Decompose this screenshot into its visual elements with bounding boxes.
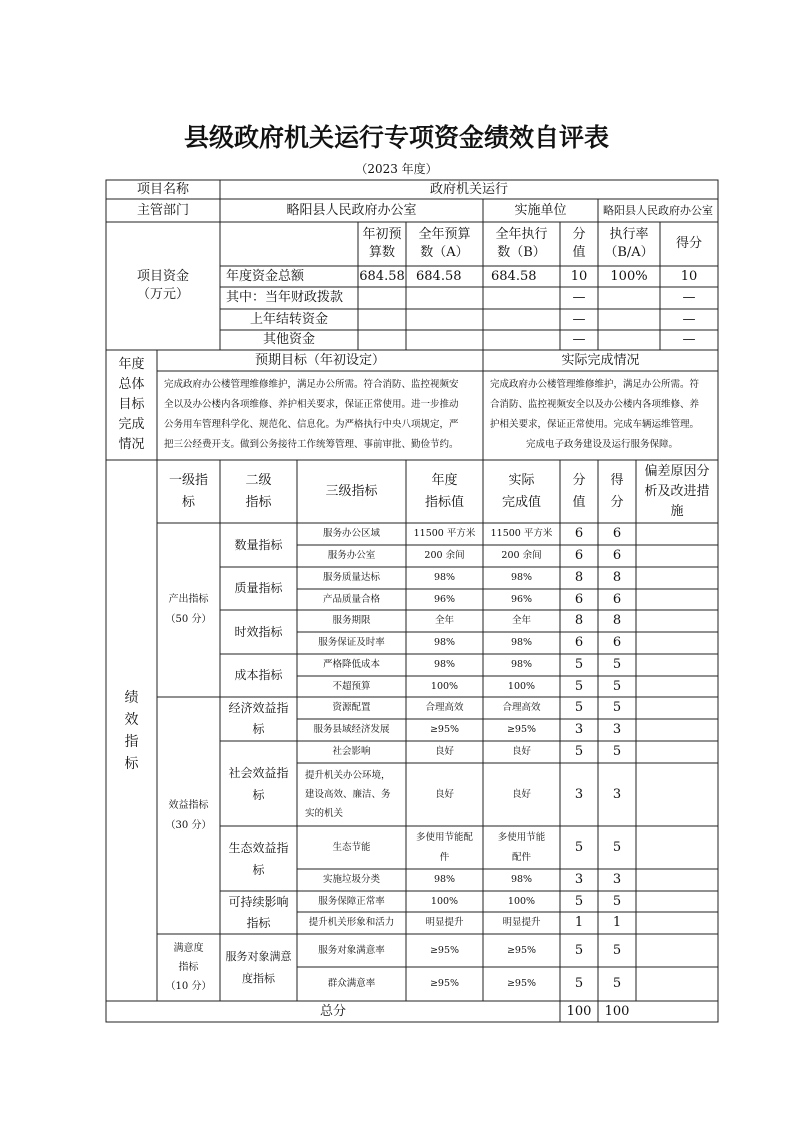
col-annual-header (406, 222, 483, 266)
actual-value: ≥95% (506, 978, 537, 989)
score-value: 8 (574, 570, 584, 585)
header-line: 指标值 (424, 494, 464, 510)
actual-value: 良好 (511, 788, 531, 800)
header-level3: 三级指标 (325, 483, 378, 499)
level2-quantity: 数量指标 (234, 537, 283, 552)
actual-value: 98% (510, 874, 533, 885)
got-value: 5 (612, 976, 622, 991)
level1-name: 指标 (178, 962, 199, 973)
target-value: 98% (433, 874, 456, 885)
level1-name: 产出指标 (168, 594, 209, 605)
header-line: 值 (572, 245, 586, 260)
level3-name: 群众满意率 (327, 978, 376, 989)
level3-name: 服务质量达标 (322, 572, 380, 583)
total-got: 100 (604, 1003, 630, 1019)
cell-line: 建设高效、廉洁、务 (305, 789, 391, 800)
target-value: ≥95% (429, 724, 460, 735)
level2-line: 社会效益指 (228, 765, 289, 780)
target-value: 良好 (434, 746, 454, 757)
actual-value: 98% (510, 659, 533, 670)
got-value: 5 (612, 893, 622, 909)
level3-name: 服务办公区域 (322, 528, 380, 539)
score-value: 5 (574, 839, 584, 855)
target-value: 98% (433, 572, 456, 583)
perf-label-char: 绩 (124, 689, 139, 706)
fund-row-label: 年度资金总额 (226, 268, 305, 284)
level1-name: 效益指标 (168, 799, 209, 811)
header-actual (483, 460, 560, 523)
target-value: 200 余间 (424, 550, 465, 561)
level1-benefit (157, 697, 220, 934)
cell-line: 实的机关 (305, 808, 344, 819)
goals-label-line: 完成 (118, 417, 145, 432)
level2-cost: 成本指标 (234, 668, 283, 682)
unit-value: 略阳县人民政府办公室 (603, 203, 713, 217)
level2-sustainability (220, 891, 297, 934)
got-value: 6 (612, 591, 622, 607)
perf-label-char: 效 (124, 711, 139, 728)
header-line: 全年预算 (418, 227, 471, 242)
target-value: 100% (430, 895, 459, 907)
got-value: 6 (612, 635, 622, 650)
col-got-header: 得分 (675, 236, 702, 251)
fund-score-value: — (572, 311, 586, 327)
fund-score-value: — (572, 332, 586, 347)
score-value: 5 (574, 976, 584, 991)
score-value: 5 (574, 700, 584, 715)
dept-label: 主管部门 (136, 202, 189, 218)
cell-line: 配件 (511, 851, 531, 863)
fund-budget-value: 684.58 (359, 268, 405, 284)
level2-line: 度指标 (242, 971, 275, 985)
project-name-label: 项目名称 (136, 181, 189, 197)
score-value: 5 (574, 678, 584, 694)
got-value: 5 (612, 700, 622, 715)
score-value: 6 (574, 548, 584, 563)
page-title: 县级政府机关运行专项资金绩效自评表 (183, 123, 609, 152)
fund-row-label: 上年结转资金 (249, 311, 328, 327)
level2-quality: 质量指标 (234, 581, 283, 595)
fund-exec-value: 684.58 (491, 268, 537, 284)
level3-name: 严格降低成本 (322, 659, 380, 670)
actual-value: 合理高效 (502, 702, 541, 713)
level2-line: 标 (252, 787, 265, 802)
actual-value: 良好 (511, 746, 531, 757)
fund-score-value: 10 (570, 268, 588, 284)
level2-timeliness: 时效指标 (234, 624, 283, 639)
actual-goal-text (490, 375, 714, 455)
header-got (598, 460, 636, 523)
header-line: 算数 (368, 245, 395, 260)
target-value: 96% (433, 593, 456, 605)
score-value: 3 (574, 872, 584, 887)
fund-got-value: — (682, 290, 696, 305)
fund-rate-value: 100% (610, 268, 648, 284)
header-line: 分 (610, 494, 624, 510)
header-line: （B/A） (604, 245, 654, 260)
expected-goal-text (164, 375, 480, 455)
got-value: 5 (612, 678, 622, 694)
actual-value: ≥95% (506, 724, 537, 735)
level2-ecological (220, 826, 297, 891)
score-value: 6 (574, 591, 584, 607)
got-value: 5 (612, 839, 622, 855)
header-line: 标 (181, 494, 195, 510)
header-level1 (157, 460, 220, 523)
target-value: 明显提升 (425, 917, 464, 928)
level2-line: 生态效益指 (228, 840, 289, 855)
target-value (406, 826, 483, 869)
text-line: 完成电子政务建设及运行服务保障。 (525, 439, 678, 450)
level3-name: 服务办公室 (327, 550, 376, 561)
actual-value: 98% (510, 637, 533, 648)
level2-line: 标 (252, 722, 265, 736)
header-line: 分 (572, 472, 586, 488)
col-exec-header (483, 222, 560, 266)
goals-label (106, 350, 157, 460)
level3-name: 提升机关形象和活力 (308, 917, 395, 928)
target-value: ≥95% (429, 944, 460, 956)
cell-line: 件 (439, 851, 450, 863)
header-target (406, 460, 483, 523)
level2-service-satisfaction (220, 934, 297, 1001)
actual-value: 96% (510, 593, 533, 605)
level3-name: 服务县域经济发展 (313, 724, 390, 735)
year-label: （2023 年度） (355, 162, 438, 176)
header-line: 数（A） (420, 245, 469, 260)
fund-score-value: — (572, 290, 586, 305)
text-line: 完成政府办公楼管理维修维护，满足办公所需。符合消防、监控视频安 (164, 379, 459, 390)
level1-weight: （30 分） (165, 819, 212, 831)
actual-value: 100% (507, 895, 536, 907)
got-value: 6 (612, 526, 622, 541)
col-score-header (560, 222, 598, 266)
level3-name (297, 763, 406, 826)
level3-name: 不超预算 (332, 680, 371, 692)
actual-value: 100% (507, 680, 536, 692)
cell-line: 多使用节能配 (415, 831, 473, 843)
got-value: 6 (612, 548, 622, 563)
got-value: 8 (612, 570, 622, 585)
score-value: 5 (574, 893, 584, 909)
fund-label (106, 222, 220, 350)
score-value: 6 (574, 635, 584, 650)
actual-value: ≥95% (506, 944, 537, 956)
text-line: 把三公经费开支。做到公务接待工作统筹管理、事前审批、勤俭节约。 (164, 439, 459, 450)
level3-name: 生态节能 (332, 841, 371, 853)
header-line: 分 (572, 227, 586, 242)
level2-line: 指标 (246, 915, 271, 930)
expected-goal-header: 预期目标（年初设定） (254, 352, 385, 368)
got-value: 1 (612, 915, 622, 930)
fund-annual-value: 684.58 (416, 268, 462, 284)
header-line: 指标 (245, 494, 272, 510)
fund-got-value: — (682, 332, 696, 347)
header-line: 数（B） (497, 245, 546, 260)
header-line: 得 (610, 472, 624, 488)
score-value: 5 (574, 942, 584, 958)
level2-line: 服务对象满意 (225, 949, 292, 963)
target-value: 98% (433, 637, 456, 648)
header-line: 完成值 (501, 494, 541, 510)
got-value: 3 (612, 722, 622, 737)
actual-goal-header: 实际完成情况 (561, 352, 640, 368)
level3-name: 实施垃圾分类 (322, 874, 380, 885)
level2-social (220, 741, 297, 826)
header-line: 值 (572, 494, 586, 510)
actual-value: 明显提升 (502, 917, 541, 928)
cell-line: 提升机关办公环境， (305, 770, 391, 781)
actual-value: 全年 (511, 615, 531, 626)
perf-label-char: 指 (124, 733, 139, 750)
level1-weight: （50 分） (165, 614, 212, 625)
score-value: 5 (574, 744, 584, 759)
level3-name: 服务保障正常率 (318, 895, 385, 907)
header-line: 全年执行 (495, 227, 548, 242)
goals-label-line: 总体 (118, 377, 145, 392)
got-value: 5 (612, 942, 622, 958)
header-line: 年初预 (362, 227, 402, 242)
total-score: 100 (566, 1003, 592, 1019)
target-value: ≥95% (429, 978, 460, 989)
score-value: 6 (574, 526, 584, 541)
header-line: 析及改进措 (644, 483, 710, 499)
level1-name: 满意度 (173, 943, 204, 954)
header-line: 执行率 (609, 227, 649, 242)
fund-label-line: （万元） (136, 287, 189, 302)
target-value: 良好 (434, 788, 454, 800)
unit-label: 实施单位 (514, 202, 567, 218)
level3-name: 社会影响 (332, 746, 371, 757)
project-name-value: 政府机关运行 (429, 181, 508, 197)
header-line: 二级 (245, 472, 272, 488)
text-line: 完成政府办公楼管理维修维护，满足办公所需。符 (490, 379, 700, 390)
goals-label-line: 目标 (118, 397, 145, 412)
text-line: 护相关要求，保证正常使用。完成车辆运维管理。 (490, 419, 700, 430)
col-budget-header (358, 222, 406, 266)
level1-output (157, 523, 220, 697)
header-reason (636, 460, 718, 523)
target-value: 100% (430, 680, 459, 692)
got-value: 5 (612, 657, 622, 672)
fund-got-value: 10 (680, 268, 698, 284)
fund-row-label: 其他资金 (262, 332, 315, 347)
level2-line: 标 (252, 862, 265, 877)
header-line: 偏差原因分 (644, 463, 710, 479)
score-value: 3 (574, 722, 584, 737)
header-level2 (220, 460, 297, 523)
level2-line: 经济效益指 (228, 701, 289, 715)
fund-label-line: 项目资金 (136, 269, 189, 284)
got-value: 5 (612, 744, 622, 759)
level1-satisfaction (157, 934, 220, 1001)
target-value: 全年 (434, 615, 454, 626)
got-value: 3 (612, 872, 622, 887)
level3-name: 服务期限 (332, 615, 371, 626)
got-value: 3 (612, 786, 622, 802)
level3-name: 产品质量合格 (322, 593, 380, 605)
perf-label (106, 460, 157, 1001)
text-line: 合消防、监控视频安全以及办公楼内各项维修、养 (490, 399, 700, 410)
level3-name: 资源配置 (332, 702, 371, 713)
score-value: 1 (574, 915, 584, 930)
header-line: 一级指 (168, 472, 208, 488)
actual-value: 98% (510, 572, 533, 583)
got-value: 8 (612, 613, 622, 628)
level2-line: 可持续影响 (228, 894, 289, 909)
fund-row-label: 其中：当年财政拨款 (226, 290, 344, 305)
cell-line: 多使用节能 (497, 831, 546, 843)
col-rate-header (598, 222, 660, 266)
actual-value: 200 余间 (501, 550, 542, 561)
fund-got-value: — (682, 311, 696, 327)
dept-value: 略阳县人民政府办公室 (286, 202, 417, 218)
goals-label-line: 年度 (118, 357, 145, 372)
level3-name: 服务保证及时率 (318, 637, 385, 648)
level3-name: 服务对象满意率 (318, 944, 385, 956)
score-value: 3 (574, 786, 584, 802)
header-score (560, 460, 598, 523)
total-label: 总分 (319, 1003, 346, 1019)
text-line: 公务用车管理科学化、规范化、信息化。为严格执行中央八项规定，严 (164, 419, 459, 430)
text-line: 全以及办公楼内各项维修、养护相关要求，保证正常使用。进一步推动 (164, 399, 459, 410)
score-value: 8 (574, 613, 584, 628)
header-line: 施 (670, 503, 684, 519)
level2-economic (220, 697, 297, 741)
header-line: 实际 (508, 472, 535, 488)
perf-label-char: 标 (124, 755, 139, 772)
header-line: 年度 (431, 472, 458, 488)
target-value: 11500 平方米 (413, 528, 476, 539)
actual-value: 11500 平方米 (490, 528, 553, 539)
target-value: 合理高效 (425, 702, 464, 713)
target-value: 98% (433, 659, 456, 670)
goals-label-line: 情况 (118, 437, 145, 452)
level1-weight: （10 分） (165, 981, 212, 992)
score-value: 5 (574, 657, 584, 672)
actual-value (483, 826, 560, 869)
